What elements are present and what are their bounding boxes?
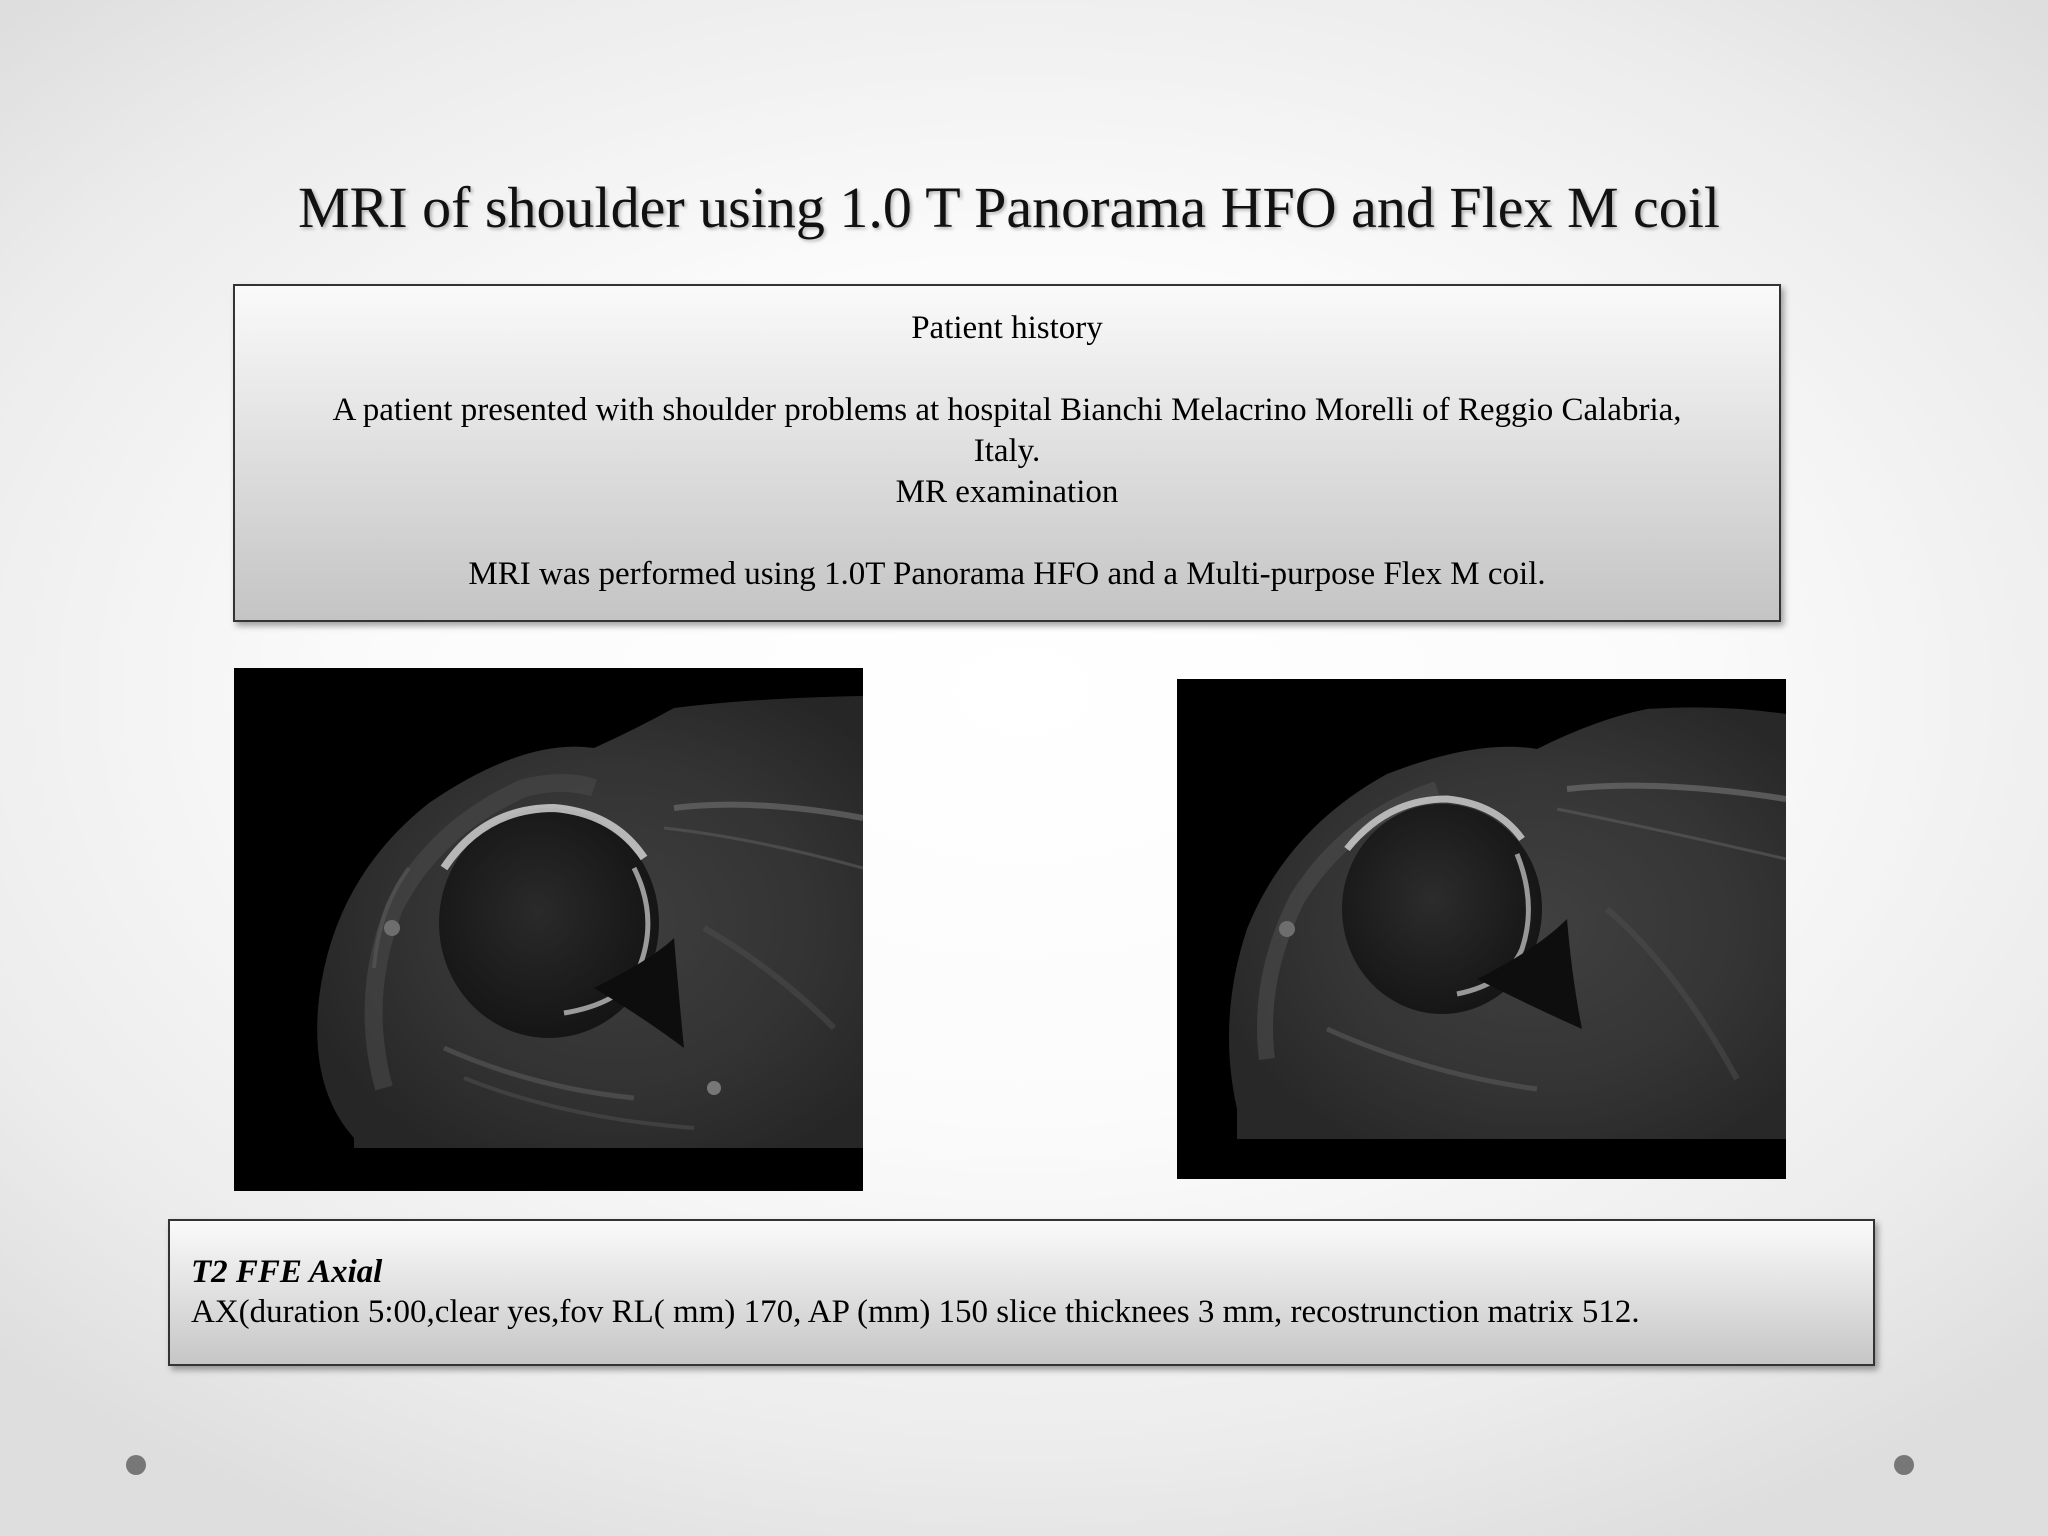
mri-image-right [1177, 679, 1786, 1179]
patient-history-heading: Patient history [911, 310, 1103, 346]
patient-history-box [233, 284, 1781, 622]
mr-examination-label: MR examination [895, 474, 1119, 510]
mri-shoulder-scan-right [1177, 679, 1786, 1179]
nav-dot-left [126, 1455, 146, 1475]
patient-history-text: A patient presented with shoulder problems at hospital Bianchi Melacrino Morelli of Reggio Calabria, Italy. [332, 392, 1682, 469]
mri-equipment-text: MRI was performed using 1.0T Panorama HFO and a Multi-purpose Flex M coil. [468, 556, 1546, 592]
sequence-parameters-text: AX(duration 5:00,clear yes,fov RL( mm) 170, AP (mm) 150 slice thicknees 3 mm, recostrunction matrix 512. [191, 1294, 1640, 1330]
sequence-parameters-box [168, 1219, 1875, 1366]
slide-title: MRI of shoulder using 1.0 T Panorama HFO and Flex M coil [298, 175, 1720, 240]
nav-dot-right [1894, 1455, 1914, 1475]
sequence-name: T2 FFE Axial [191, 1254, 383, 1290]
mri-image-left [234, 668, 863, 1191]
mri-shoulder-scan-left [234, 668, 863, 1191]
